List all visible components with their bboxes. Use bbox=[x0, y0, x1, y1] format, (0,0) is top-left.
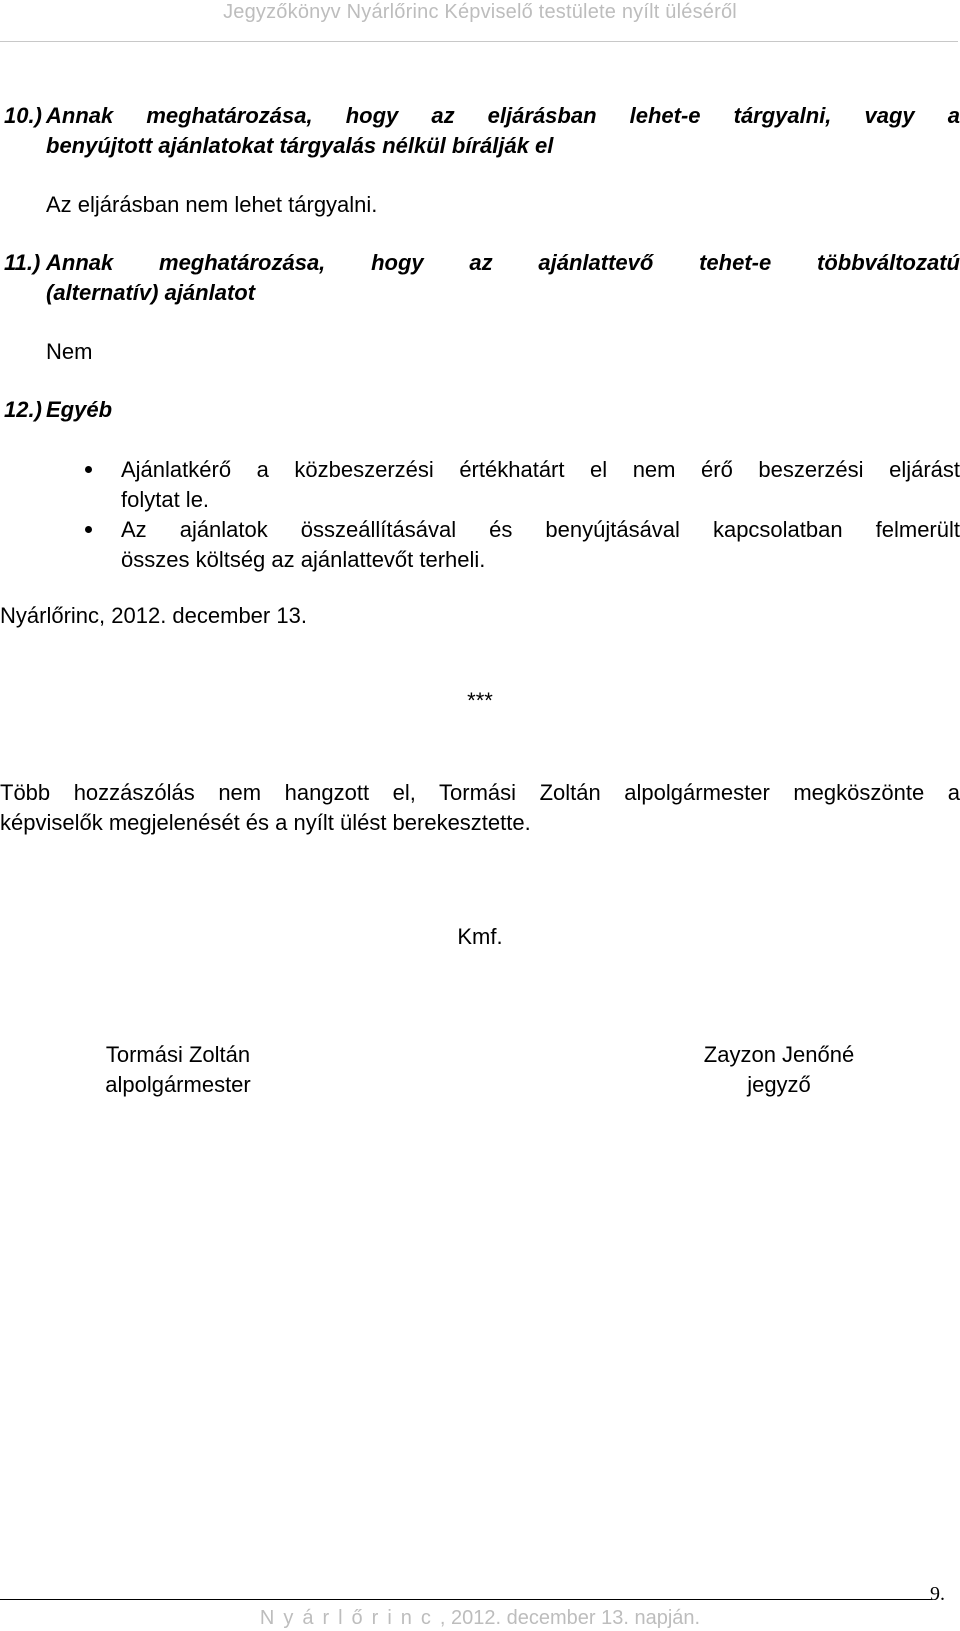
page-number: 9. bbox=[930, 1583, 945, 1605]
bullet-list bbox=[0, 455, 960, 575]
bullet-item bbox=[0, 455, 960, 515]
page-footer bbox=[0, 1606, 960, 1630]
kmf-label: Kmf. bbox=[457, 924, 503, 949]
section-11-heading-line2: (alternatív) ajánlatot bbox=[46, 280, 256, 305]
header-rule bbox=[0, 41, 958, 42]
section-12-heading-text: Egyéb bbox=[46, 397, 113, 422]
bullet-1-line2: folytat le. bbox=[121, 487, 210, 512]
closing-line1: Több hozzászólás nem hangzott el, Tormási Zoltán alpolgármester megköszönte a bbox=[0, 780, 960, 805]
page-header bbox=[0, 0, 960, 24]
bullet-dot-icon bbox=[85, 526, 92, 533]
section-11-heading-line1: Annak meghatározása, hogy az ajánlattevő tehet-e többváltozatú bbox=[46, 250, 960, 275]
section-12-number: 12.) bbox=[4, 397, 42, 422]
section-11-number: 11.) bbox=[4, 250, 41, 275]
section-11-answer: Nem bbox=[46, 339, 93, 364]
section-10-heading bbox=[4, 101, 960, 161]
section-10-heading-line1: Annak meghatározása, hogy az eljárásban lehet-e tárgyalni, vagy a bbox=[46, 103, 960, 128]
section-10-heading-line2: benyújtott ajánlatokat tárgyalás nélkül bírálják el bbox=[46, 133, 554, 158]
bullet-2-line1: Az ajánlatok összeállításával és benyújtásával kapcsolatban felmerült bbox=[121, 517, 960, 542]
section-11-heading bbox=[4, 248, 960, 308]
closing-line2: képviselők megjelenését és a nyílt ülést berekesztette. bbox=[0, 810, 531, 835]
signature-left-name: Tormási Zoltán bbox=[105, 1042, 251, 1067]
footer-rule bbox=[0, 1599, 932, 1600]
bullet-1-line1: Ajánlatkérő a közbeszerzési értékhatárt el nem érő beszerzési eljárást bbox=[121, 457, 960, 482]
footer-town: Nyárlőrinc bbox=[259, 1607, 440, 1629]
bullet-item bbox=[0, 515, 960, 575]
signature-right-role: jegyző bbox=[747, 1072, 811, 1097]
separator-stars: *** bbox=[467, 688, 493, 713]
signature-left bbox=[78, 1040, 278, 1100]
header-title: Jegyzőkönyv Nyárlőrinc Képviselő testülete nyílt üléséről bbox=[223, 1, 737, 23]
closing-paragraph bbox=[0, 778, 960, 838]
section-12-heading bbox=[4, 395, 960, 425]
signature-right bbox=[669, 1040, 889, 1100]
signature-right-name: Zayzon Jenőné bbox=[703, 1042, 855, 1067]
bullet-2-line2: összes költség az ajánlattevőt terheli. bbox=[121, 547, 486, 572]
section-10-answer: Az eljárásban nem lehet tárgyalni. bbox=[46, 192, 378, 217]
footer-date: , 2012. december 13. napján. bbox=[439, 1607, 701, 1629]
place-date: Nyárlőrinc, 2012. december 13. bbox=[0, 603, 307, 628]
signature-left-role: alpolgármester bbox=[105, 1072, 251, 1097]
section-10-number: 10.) bbox=[4, 103, 42, 128]
bullet-dot-icon bbox=[85, 466, 92, 473]
